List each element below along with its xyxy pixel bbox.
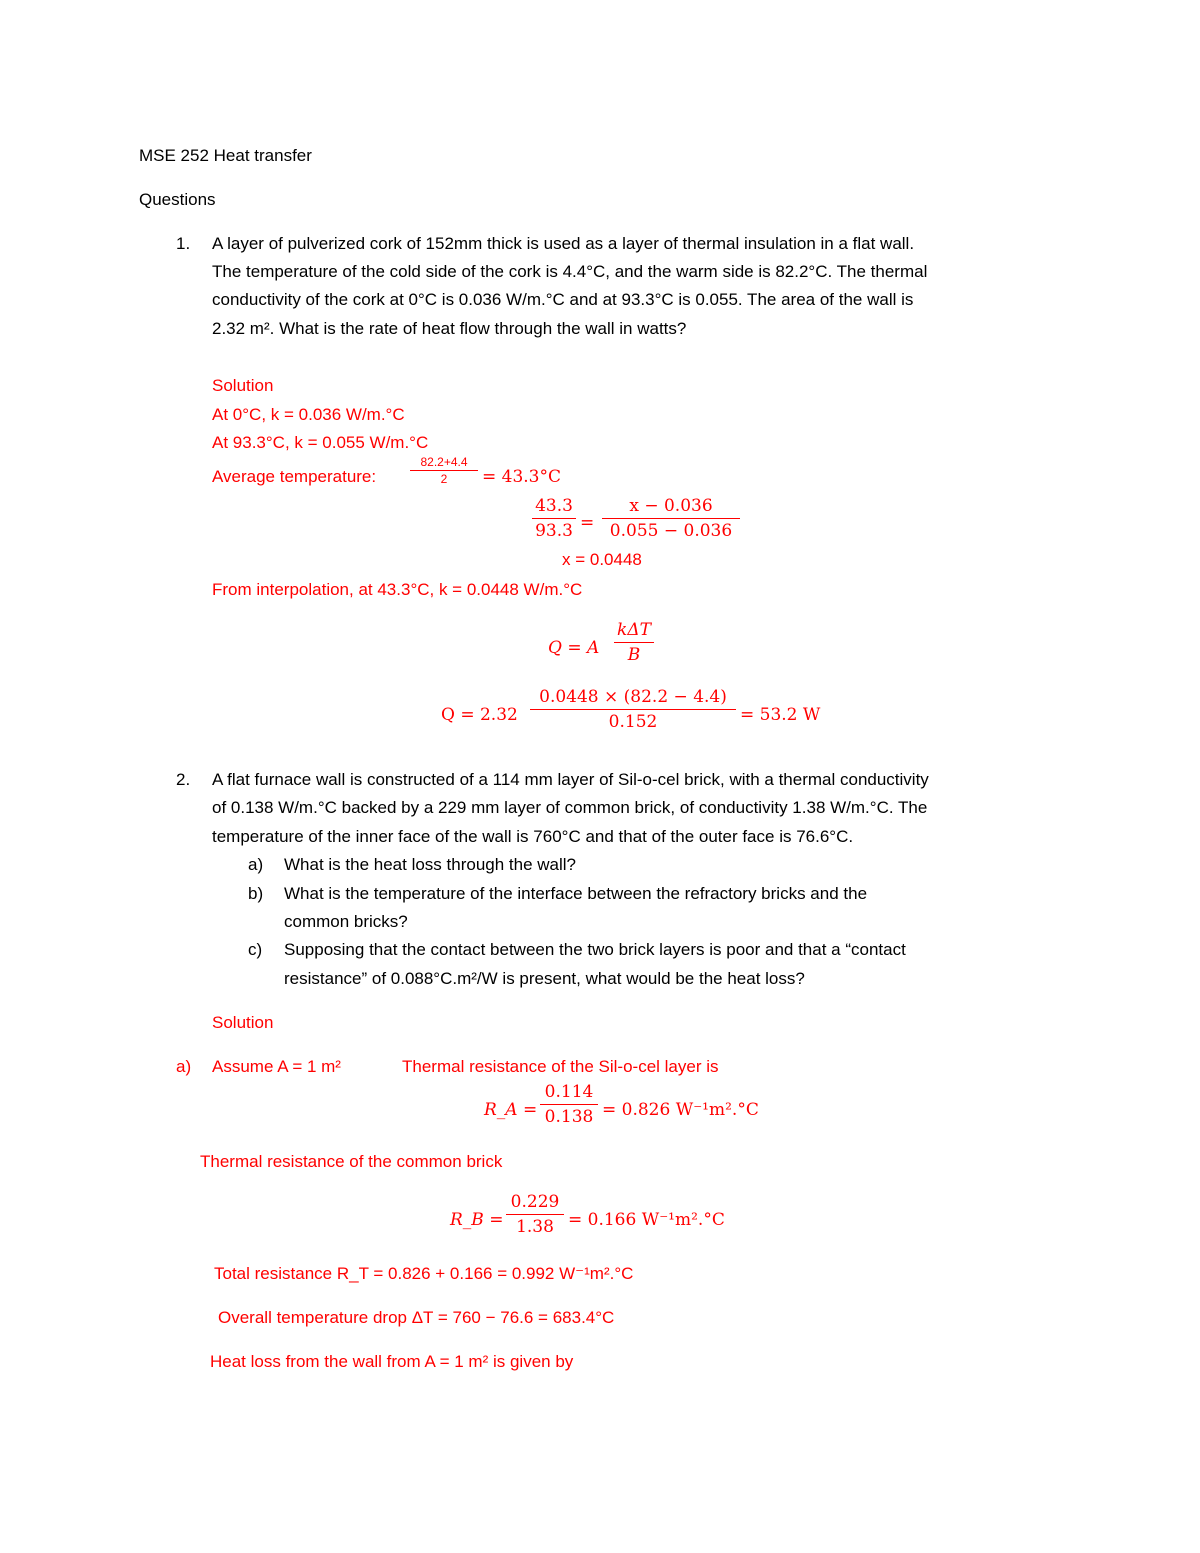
q-calc-fraction	[530, 687, 736, 732]
avg-temp-numerator: 82.2+4.4	[420, 455, 468, 469]
question-2-line: of 0.138 W/m.°C backed by a 229 mm layer of common brick, of conductivity 1.38 W/m.°C. The	[212, 798, 928, 817]
interp-right-fraction	[602, 496, 740, 541]
part-b-label: b)	[248, 884, 264, 903]
question-2-line: temperature of the inner face of the wall is 760°C and that of the outer face is 76.6°C.	[212, 827, 854, 846]
interp-conclusion: From interpolation, at 43.3°C, k = 0.0448 W/m.°C	[212, 580, 583, 599]
questions-heading: Questions	[139, 190, 216, 209]
ra-lhs: R_A =	[484, 1100, 538, 1120]
k-at-93: At 93.3°C, k = 0.055 W/m.°C	[212, 433, 429, 452]
q-calc-denominator: 0.152	[608, 712, 658, 732]
question-1-line: A layer of pulverized cork of 152mm thick is used as a layer of thermal insulation in a flat wall.	[212, 234, 915, 253]
interp-left-fraction	[532, 496, 576, 541]
part-b-text: What is the temperature of the interface between the refractory bricks and the	[284, 884, 868, 903]
solution-a-label: a)	[176, 1057, 192, 1076]
avg-temp-fraction	[410, 455, 478, 486]
q-calc-lhs: Q = 2.32	[441, 705, 518, 725]
solution-2-heading: Solution	[212, 1013, 274, 1032]
q-formula-lhs: Q = A	[548, 638, 600, 658]
question-2-line: A flat furnace wall is constructed of a 114 mm layer of Sil-o-cel brick, with a thermal conductivity	[212, 770, 929, 789]
total-resistance: Total resistance R_T = 0.826 + 0.166 = 0.992 W⁻¹m².°C	[214, 1264, 634, 1283]
question-1-line: conductivity of the cork at 0°C is 0.036 W/m.°C and at 93.3°C is 0.055. The area of the wall is	[212, 290, 914, 309]
ra-denominator: 0.138	[544, 1107, 594, 1127]
document-title: MSE 252 Heat transfer	[139, 146, 312, 165]
question-1-line: 2.32 m². What is the rate of heat flow through the wall in watts?	[212, 319, 687, 338]
q-calc-result: = 53.2 W	[740, 705, 821, 725]
rb-fraction	[506, 1192, 564, 1237]
question-1-line: The temperature of the cold side of the cork is 4.4°C, and the warm side is 82.2°C. The thermal	[212, 262, 928, 281]
q-calc-numerator: 0.0448 × (82.2 − 4.4)	[539, 687, 727, 707]
ra-intro: Thermal resistance of the Sil-o-cel layer is	[402, 1057, 719, 1076]
x-result: x = 0.0448	[562, 550, 642, 569]
ra-result: = 0.826 W⁻¹m².°C	[602, 1100, 759, 1120]
interp-equals: =	[580, 513, 595, 533]
rb-numerator: 0.229	[510, 1192, 560, 1212]
q-formula-fraction	[614, 620, 654, 665]
part-c-text: resistance” of 0.088°C.m²/W is present, what would be the heat loss?	[284, 969, 805, 988]
part-b-text: common bricks?	[284, 912, 408, 931]
question-1-number: 1.	[176, 234, 191, 253]
question-2-number: 2.	[176, 770, 191, 789]
rb-intro: Thermal resistance of the common brick	[200, 1152, 503, 1171]
ra-fraction	[540, 1082, 598, 1127]
interp-right-numerator: x − 0.036	[629, 496, 713, 516]
rb-result: = 0.166 W⁻¹m².°C	[568, 1210, 725, 1230]
interp-left-denominator: 93.3	[535, 521, 573, 541]
interp-left-numerator: 43.3	[535, 496, 573, 516]
interp-right-denominator: 0.055 − 0.036	[609, 521, 733, 541]
part-c-label: c)	[248, 940, 263, 959]
rb-denominator: 1.38	[516, 1217, 554, 1237]
avg-temp-label: Average temperature:	[212, 467, 377, 486]
solution-1-heading: Solution	[212, 376, 274, 395]
heat-loss-intro: Heat loss from the wall from A = 1 m² is given by	[210, 1352, 574, 1371]
rb-lhs: R_B =	[450, 1210, 504, 1230]
part-c-text: Supposing that the contact between the two brick layers is poor and that a “contact	[284, 940, 906, 959]
avg-temp-result: = 43.3°C	[482, 467, 562, 487]
q-formula-numerator: kΔT	[617, 620, 651, 640]
temperature-drop: Overall temperature drop ΔT = 760 − 76.6 = 683.4°C	[218, 1308, 615, 1327]
k-at-0: At 0°C, k = 0.036 W/m.°C	[212, 405, 405, 424]
avg-temp-denominator: 2	[440, 472, 448, 486]
part-a-label: a)	[248, 855, 264, 874]
part-a-text: What is the heat loss through the wall?	[284, 855, 576, 874]
assume-area: Assume A = 1 m²	[212, 1057, 341, 1076]
ra-numerator: 0.114	[544, 1082, 594, 1102]
q-formula-denominator: B	[627, 645, 641, 665]
